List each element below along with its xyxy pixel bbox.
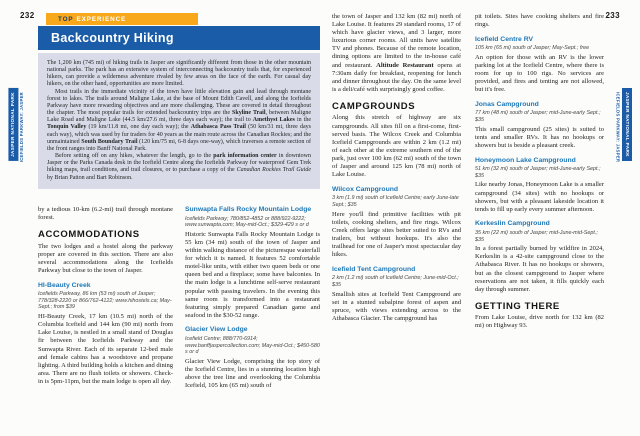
listing-details: 3 km (1.9 mi) south of Icefield Centre; early June-late Sept.; $35 [332,195,459,208]
kicker-word: TOP [58,15,74,23]
left-page-columns [38,206,320,390]
spine-tab-left [8,88,26,166]
listing-heading-hi-beauty-creek: HI-Beauty Creek [38,281,91,289]
feature-paragraph: Before setting off on any hikes, whatever the length, go to the park information center in downtown Jasper or the Parks Canada desk in the Icefield Centre along the Icefields Parkway for waterproof Gem Trek hiking maps, trail conditions, and trail closures, or to purchase a copy of the Canadian Rockies Trail Guide by Brian Patton and Bart Robinson. [47,153,312,181]
paragraph: by a tedious 10-km (6.2-mi) trail through montane forest. [38,206,173,222]
listing-details: Icefields Parkway, 86 km (53 mi) south of Jasper; 778/328-2220 or 866/762-4122; www.hihostels.ca; May-Sept.; from $39 [38,291,172,311]
paragraph: Glacier View Lodge, comprising the top story of the Icefield Centre, lies in a stunning location high above the tree line and overlooking the Columbia Icefield, 105 km (65 mi) south of [185,358,320,390]
listing-details: 35 km (22 mi) south of Jasper; mid-June-mid-Sept.; $35 [475,229,598,243]
spine-section-label: ICEFIELDS PARKWAY: JASPER [19,92,25,163]
spine-section-label: ICEFIELDS PARKWAY: JASPER [615,92,621,163]
spine-park-label: JASPER NATIONAL PARK [622,88,632,161]
listing-details: 2 km (1.2 mi) south of Icefield Centre; June-mid-Oct.; $35 [332,275,459,288]
listing-heading-sunwapta-falls: Sunwapta Falls Rocky Mountain Lodge [185,206,312,213]
spine-tab-right [614,88,632,166]
paragraph: This small campground (25 sites) is suited to tents and smaller RVs. It has no hookups or showers but is beside a pleasant creek. [475,125,604,149]
left-page-column-2 [185,206,320,390]
paragraph: the town of Jasper and 132 km (82 mi) north of Lake Louise. It features 29 standard rooms, 17 of which have glacier views, and 3 larger, more luxurious corner rooms. All units have satellite TV and phones. Because of the remote location, dining options are limited to the in-house café and restaurant. Altitude Restaurant opens at 7:30am daily for breakfast, reopening for lunch and dinner throughout the day. On the same level is a deli/café with surprisingly good coffee. [332,13,462,93]
paragraph: Historic Sunwapta Falls Rocky Mountain Lodge is 55 km (34 mi) south of the town of Jasper and within walking distance of the picturesque waterfall for which it is named. It features 52 comfortable motel-like units, with either two queen beds or one queen bed and a fireplace; some have balconies. In the main lodge is a lunchtime self-serve restaurant popular with passing travelers. In the evening this same room is transformed into a restaurant featuring simply prepared Canadian game and seafood in the $30-52 range. [185,230,321,319]
paragraph: Here you'll find primitive facilities with pit toilets, cooking shelters, and fire rings. Wilcox Creek offers large sites better suited to RVs and trailers, but without hookups. It's also the trailhead for one of Jasper's most spectacular day hikes. [332,210,461,259]
feature-title: Backcountry Hiking [51,31,174,45]
feature-text-box [38,53,320,189]
right-page-column-1 [332,13,461,330]
paragraph: pit toilets. Sites have cooking shelters and fire rings. [475,13,604,29]
listing-heading-jonas: Jonas Campground [475,100,539,108]
listing-details: 105 km (65 mi) south of Jasper; May-Sept.; free [475,45,590,52]
feature-paragraph: Most trails in the immediate vicinity of the town have little elevation gain and lead through montane forest to lakes. The trails around Maligne Lake, at the base of Mount Edith Cavell, and along the Icefields Parkway have more rewarding objectives and are more challenging. These are covered in detail throughout the chapter. The most popular trails for extended backcountry trips are the Skyline Trail, between Maligne Lake Road and Maligne Lake (44.5 km/27.6 mi, three days each way); the trail to Amethyst Lakes in the Tonquin Valley (19 km/11.8 mi, one day each way); the Athabasca Pass Trail (50 km/31 mi, three days each way), which was used by fur traders for 40 years as the main route across the Canadian Rockies; and the unmaintained South Boundary Trail (120 km/75 mi, 6-8 days one-way), which traverses a remote section of the front ranges into Banff National Park. [47,88,312,152]
listing-heading-honeymoon-lake: Honeymoon Lake Campground [475,156,576,164]
right-page-column-2 [475,13,604,330]
listing-heading-wilcox: Wilcox Campground [332,185,399,193]
section-heading-accommodations: ACCOMMODATIONS [38,229,140,241]
listing-heading-icefield-centre-rv: Icefield Centre RV [475,35,534,43]
paragraph: An option for those with an RV is the lower parking lot at the Icefield Centre, where there is room for up to 100 rigs. No services are provided, and fires and tenting are not allowed, but it's free. [475,53,604,94]
listing-details: 51 km (32 mi) south of Jasper; mid-June-early Sept.; $35 [475,166,601,179]
paragraph: From Lake Louise, drive north for 132 km (82 mi) on Highway 93. [475,314,604,330]
paragraph: In a forest partially burned by wildfire in 2024, Kerkeslin is a 42-site campground close to the Athabasca River. It has no hookups or showers, but as the closest campground to Jasper where reservations are not taken, it fills quickly each day through summer. [475,245,604,293]
listing-heading-kerkeslin: Kerkeslin Campground [475,220,550,228]
section-heading-getting-there: GETTING THERE [475,300,560,312]
left-page-column-1 [38,206,173,390]
listing-details: Icefield Centre; 888/770-6914; www.banffjaspercollection.com; May-mid-Oct.; $450-580 s or d [185,335,320,356]
feature-title-bar [38,26,320,50]
paragraph: The two lodges and a hostel along the parkway proper are covered in this section. There are also several accommodations along the Icefields Parkway but close to the town of Jasper. [38,242,173,274]
listing-heading-icefield-tent: Icefield Tent Campground [332,265,416,273]
listing-details: 77 km (48 mi) south of Jasper; mid-June-early Sept.; $35 [475,110,601,124]
feature-paragraph: The 1,200 km (745 mi) of hiking trails in Jasper are significantly different from those in the other mountain national parks. The park has an extensive system of interconnecting backcountry trails that, for experienced hikers, can provide a wilderness adventure rivaled by few areas on the face of the earth. For casual day hikers, on the other hand, opportunities are more limited. [47,60,311,88]
spine-park-label: JASPER NATIONAL PARK [8,88,18,161]
page-number-right: 233 [605,11,620,20]
paragraph: Smallish sites at Icefield Tent Campground are set in a stunted subalpine forest of aspen and spruce, with views extending across to the Athabasca Glacier. The campground has [332,290,461,322]
top-experience-feature [38,13,320,189]
paragraph: HI-Beauty Creek, 17 km (10.5 mi) north of the Columbia Icefield and 144 km (90 mi) north from Lake Louise, is nestled in a small stand of Douglas fir between the Icefields Parkway and the Sunwapta River. Each of its separate 12-bed male and female cabins has a woodstove and propane lighting. A third building holds a kitchen and dining area. There are no flush toilets or showers. Check-in is 5pm-11pm, but the main lodge is open all day. [38,313,173,385]
paragraph: Along this stretch of highway are six campgrounds. All sites fill on a first-come, first-served basis. The Wilcox Creek and Columbia Icefield Campgrounds are within 2 km (1.2 mi) of each other at the extreme southern end of the park, just over 100 km (62 mi) south of the town of Jasper and around 125 km (78 mi) north of Lake Louise. [332,114,461,179]
listing-heading-glacier-view: Glacier View Lodge [185,326,248,334]
top-experience-tag [46,13,198,25]
right-page-columns [332,13,604,330]
kicker-rest: EXPERIENCE [76,15,127,23]
section-heading-campgrounds: CAMPGROUNDS [332,100,416,112]
page-number-left: 232 [20,11,35,20]
paragraph: Like nearby Jonas, Honeymoon Lake is a smaller campground (34 sites) with no hookups or showers, but with a pleasant lakeside location it tends to fill up early every summer afternoon. [475,181,604,213]
listing-details: Icefields Parkway; 780/852-4852 or 888/922-9222; www.sunwapta.com; May-mid-Oct.; $329-429 s or d [185,215,309,229]
